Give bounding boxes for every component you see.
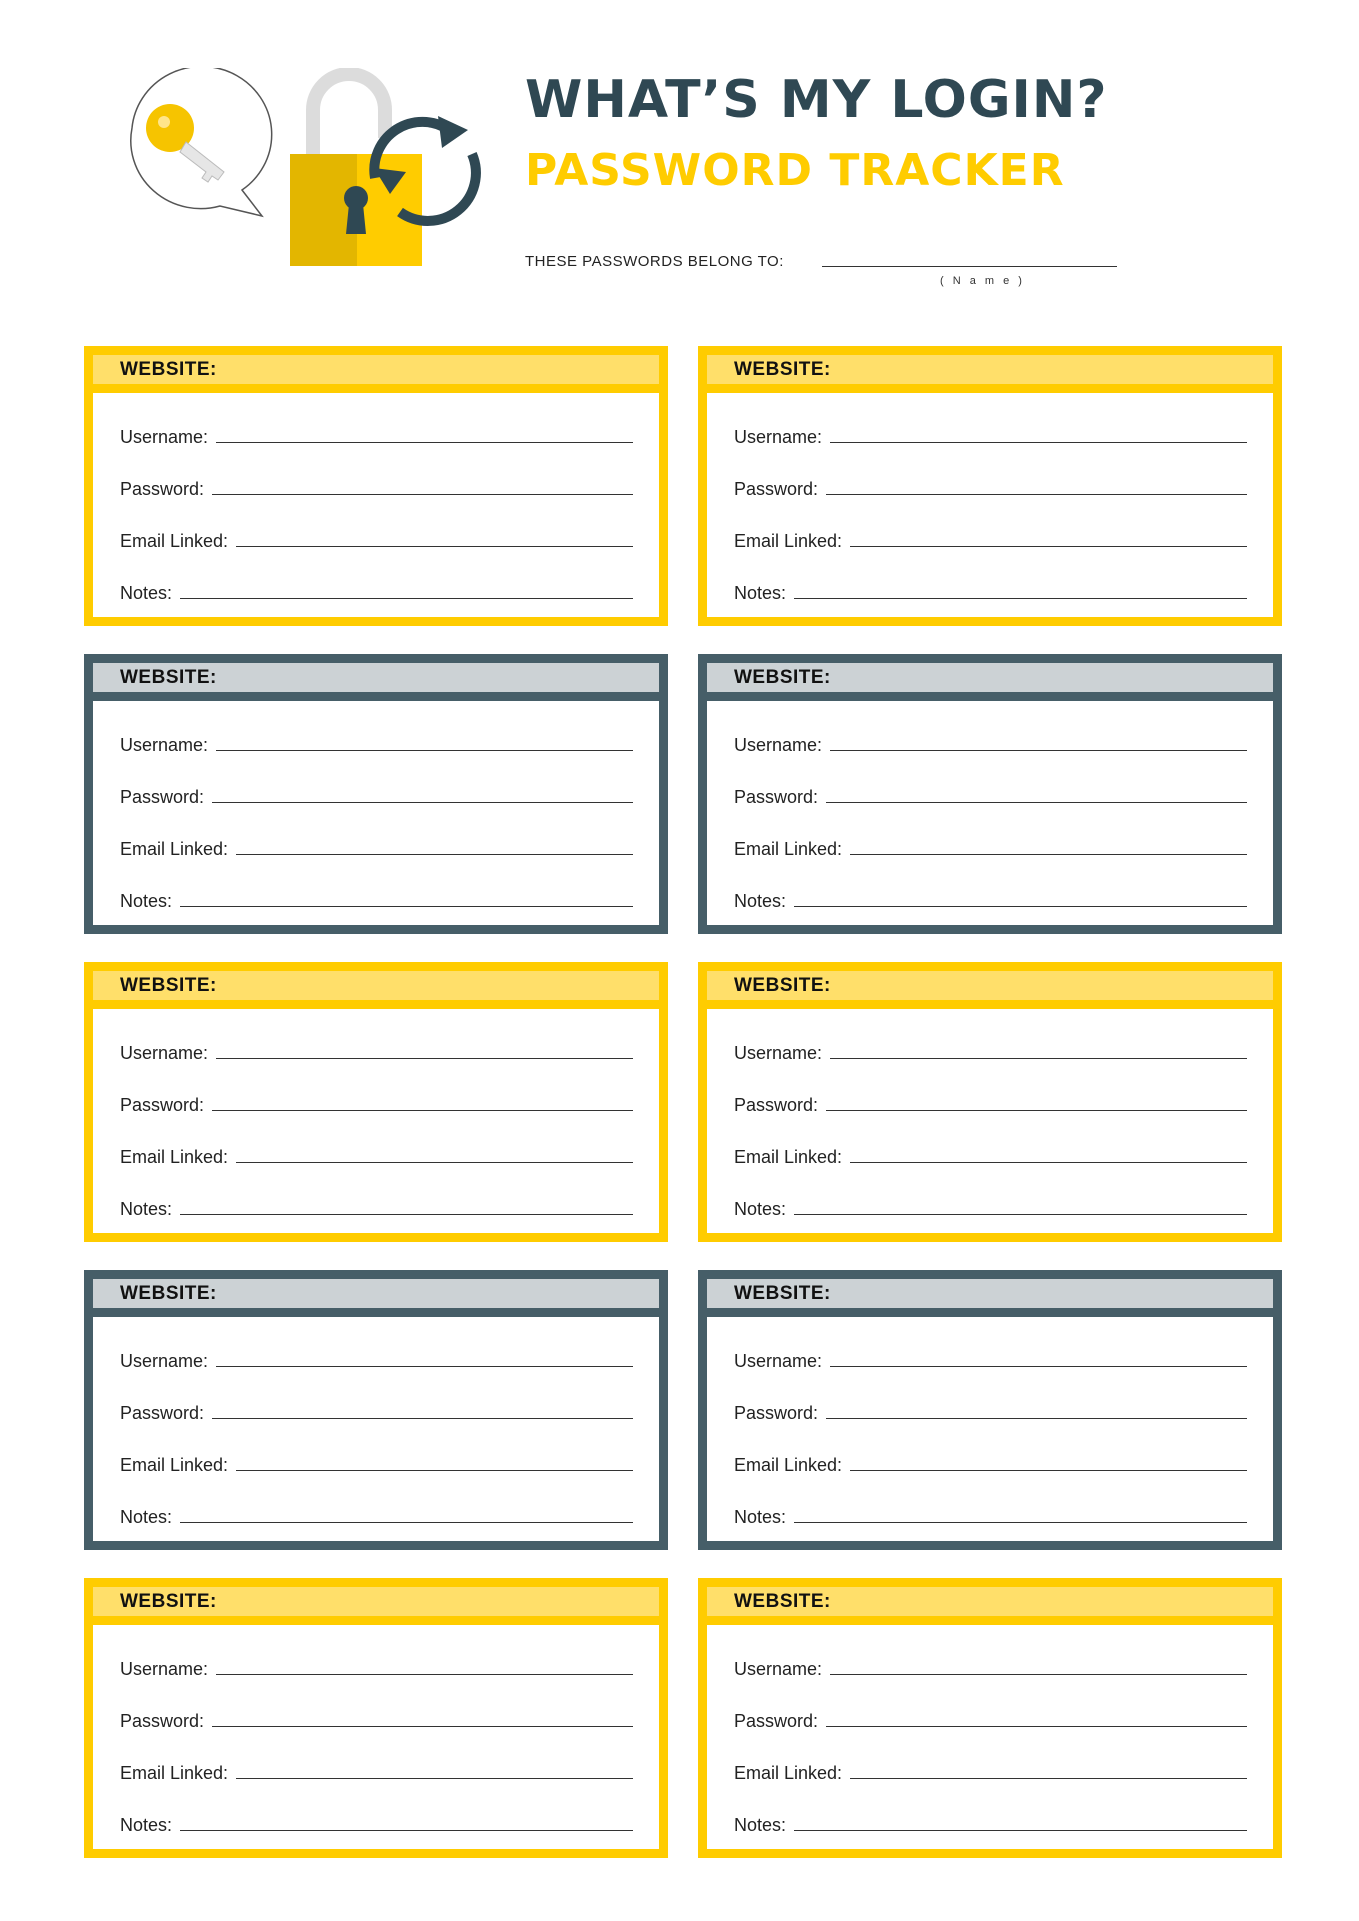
username-row xyxy=(734,1031,1247,1063)
notes-label: Notes: xyxy=(734,891,787,911)
username-input-line[interactable] xyxy=(830,1674,1247,1675)
notes-input-line[interactable] xyxy=(180,1830,633,1831)
email-input-line[interactable] xyxy=(850,1778,1247,1779)
website-header[interactable]: WEBSITE: xyxy=(707,971,1273,1009)
password-row xyxy=(120,447,633,499)
username-row xyxy=(734,415,1247,447)
website-header[interactable]: WEBSITE: xyxy=(93,971,659,1009)
website-header[interactable]: WEBSITE: xyxy=(93,663,659,701)
notes-input-line[interactable] xyxy=(180,598,633,599)
email-label: Email Linked: xyxy=(734,531,843,551)
notes-row xyxy=(120,1475,633,1527)
notes-label: Notes: xyxy=(120,891,173,911)
password-row xyxy=(734,1063,1247,1115)
padlock-refresh-icon xyxy=(290,74,476,266)
username-input-line[interactable] xyxy=(216,750,633,751)
email-input-line[interactable] xyxy=(236,1778,633,1779)
username-row xyxy=(120,723,633,755)
username-input-line[interactable] xyxy=(830,1058,1247,1059)
email-label: Email Linked: xyxy=(734,1147,843,1167)
notes-input-line[interactable] xyxy=(180,906,633,907)
email-input-line[interactable] xyxy=(850,1162,1247,1163)
website-header[interactable]: WEBSITE: xyxy=(93,355,659,393)
password-row xyxy=(734,1371,1247,1423)
email-input-line[interactable] xyxy=(236,1162,633,1163)
password-card xyxy=(698,962,1282,1242)
page-title: WHAT’S MY LOGIN? xyxy=(525,70,1108,130)
username-input-line[interactable] xyxy=(216,1058,633,1059)
email-row xyxy=(120,1423,633,1475)
username-label: Username: xyxy=(734,1351,823,1371)
card-body xyxy=(707,393,1273,603)
email-label: Email Linked: xyxy=(734,1763,843,1783)
password-row xyxy=(120,1371,633,1423)
username-row xyxy=(734,723,1247,755)
password-card xyxy=(698,346,1282,626)
email-input-line[interactable] xyxy=(236,1470,633,1471)
notes-input-line[interactable] xyxy=(794,1830,1247,1831)
username-label: Username: xyxy=(120,1043,209,1063)
notes-row xyxy=(120,551,633,603)
username-row xyxy=(120,1647,633,1679)
password-input-line[interactable] xyxy=(826,1418,1247,1419)
password-label: Password: xyxy=(734,1711,819,1731)
username-input-line[interactable] xyxy=(216,1366,633,1367)
email-row xyxy=(734,1423,1247,1475)
password-label: Password: xyxy=(734,1403,819,1423)
password-row xyxy=(120,755,633,807)
email-input-line[interactable] xyxy=(850,854,1247,855)
password-label: Password: xyxy=(120,1095,205,1115)
notes-row xyxy=(734,551,1247,603)
card-body xyxy=(707,1625,1273,1835)
email-row xyxy=(734,807,1247,859)
username-label: Username: xyxy=(120,427,209,447)
password-card xyxy=(84,346,668,626)
email-label: Email Linked: xyxy=(120,1763,229,1783)
owner-label: THESE PASSWORDS BELONG TO: xyxy=(525,253,784,270)
email-label: Email Linked: xyxy=(120,1455,229,1475)
notes-row xyxy=(120,1167,633,1219)
password-input-line[interactable] xyxy=(212,1726,633,1727)
card-body xyxy=(93,1625,659,1835)
email-row xyxy=(120,807,633,859)
email-row xyxy=(120,1731,633,1783)
password-label: Password: xyxy=(120,479,205,499)
notes-row xyxy=(734,859,1247,911)
username-row xyxy=(120,1031,633,1063)
page-subtitle: PASSWORD TRACKER xyxy=(525,145,1065,196)
card-body xyxy=(93,1317,659,1527)
notes-input-line[interactable] xyxy=(180,1214,633,1215)
email-input-line[interactable] xyxy=(850,1470,1247,1471)
password-card xyxy=(84,654,668,934)
password-label: Password: xyxy=(734,479,819,499)
email-row xyxy=(120,499,633,551)
notes-label: Notes: xyxy=(120,1199,173,1219)
notes-label: Notes: xyxy=(120,1815,173,1835)
notes-input-line[interactable] xyxy=(794,906,1247,907)
card-body xyxy=(93,393,659,603)
password-input-line[interactable] xyxy=(826,494,1247,495)
password-label: Password: xyxy=(734,787,819,807)
header-illustration xyxy=(112,68,492,280)
card-body xyxy=(707,1009,1273,1219)
password-label: Password: xyxy=(120,1403,205,1423)
username-label: Username: xyxy=(120,735,209,755)
password-row xyxy=(120,1679,633,1731)
notes-input-line[interactable] xyxy=(794,1214,1247,1215)
website-header[interactable]: WEBSITE: xyxy=(707,663,1273,701)
card-body xyxy=(707,1317,1273,1527)
notes-label: Notes: xyxy=(734,1507,787,1527)
password-input-line[interactable] xyxy=(212,802,633,803)
notes-row xyxy=(120,1783,633,1835)
password-input-line[interactable] xyxy=(212,494,633,495)
website-header[interactable]: WEBSITE: xyxy=(707,355,1273,393)
website-header[interactable]: WEBSITE: xyxy=(93,1587,659,1625)
notes-label: Notes: xyxy=(734,1199,787,1219)
password-label: Password: xyxy=(734,1095,819,1115)
username-label: Username: xyxy=(120,1351,209,1371)
password-row xyxy=(734,447,1247,499)
username-input-line[interactable] xyxy=(830,442,1247,443)
notes-input-line[interactable] xyxy=(180,1522,633,1523)
password-card xyxy=(84,1270,668,1550)
card-body xyxy=(707,701,1273,911)
website-header[interactable]: WEBSITE: xyxy=(707,1279,1273,1317)
password-input-line[interactable] xyxy=(826,1726,1247,1727)
username-label: Username: xyxy=(734,1659,823,1679)
email-label: Email Linked: xyxy=(734,1455,843,1475)
username-label: Username: xyxy=(734,1043,823,1063)
email-input-line[interactable] xyxy=(236,854,633,855)
password-card xyxy=(698,654,1282,934)
notes-input-line[interactable] xyxy=(794,598,1247,599)
username-input-line[interactable] xyxy=(830,1366,1247,1367)
card-body xyxy=(93,701,659,911)
notes-label: Notes: xyxy=(734,1815,787,1835)
email-label: Email Linked: xyxy=(120,839,229,859)
password-label: Password: xyxy=(120,1711,205,1731)
password-row xyxy=(734,1679,1247,1731)
username-label: Username: xyxy=(734,427,823,447)
email-label: Email Linked: xyxy=(120,531,229,551)
password-row xyxy=(734,755,1247,807)
email-row xyxy=(120,1115,633,1167)
username-label: Username: xyxy=(734,735,823,755)
username-input-line[interactable] xyxy=(830,750,1247,751)
password-input-line[interactable] xyxy=(826,1110,1247,1111)
username-row xyxy=(734,1647,1247,1679)
password-input-line[interactable] xyxy=(212,1110,633,1111)
password-card xyxy=(698,1270,1282,1550)
password-card xyxy=(84,1578,668,1858)
notes-row xyxy=(734,1475,1247,1527)
notes-input-line[interactable] xyxy=(794,1522,1247,1523)
password-input-line[interactable] xyxy=(826,802,1247,803)
email-row xyxy=(734,1115,1247,1167)
password-row xyxy=(120,1063,633,1115)
notes-label: Notes: xyxy=(120,1507,173,1527)
owner-name-field[interactable] xyxy=(822,266,1117,267)
username-row xyxy=(734,1339,1247,1371)
card-body xyxy=(93,1009,659,1219)
username-row xyxy=(120,415,633,447)
key-speech-bubble-icon xyxy=(131,68,272,216)
notes-row xyxy=(734,1783,1247,1835)
notes-label: Notes: xyxy=(120,583,173,603)
email-input-line[interactable] xyxy=(236,546,633,547)
notes-label: Notes: xyxy=(734,583,787,603)
username-input-line[interactable] xyxy=(216,1674,633,1675)
password-input-line[interactable] xyxy=(212,1418,633,1419)
email-label: Email Linked: xyxy=(734,839,843,859)
notes-row xyxy=(734,1167,1247,1219)
email-row xyxy=(734,499,1247,551)
website-header[interactable]: WEBSITE: xyxy=(93,1279,659,1317)
password-label: Password: xyxy=(120,787,205,807)
email-label: Email Linked: xyxy=(120,1147,229,1167)
username-label: Username: xyxy=(120,1659,209,1679)
email-input-line[interactable] xyxy=(850,546,1247,547)
password-card xyxy=(84,962,668,1242)
owner-name-hint: ( N a m e ) xyxy=(940,275,1025,287)
username-input-line[interactable] xyxy=(216,442,633,443)
website-header[interactable]: WEBSITE: xyxy=(707,1587,1273,1625)
password-card-grid xyxy=(84,346,1282,1858)
email-row xyxy=(734,1731,1247,1783)
notes-row xyxy=(120,859,633,911)
username-row xyxy=(120,1339,633,1371)
password-card xyxy=(698,1578,1282,1858)
